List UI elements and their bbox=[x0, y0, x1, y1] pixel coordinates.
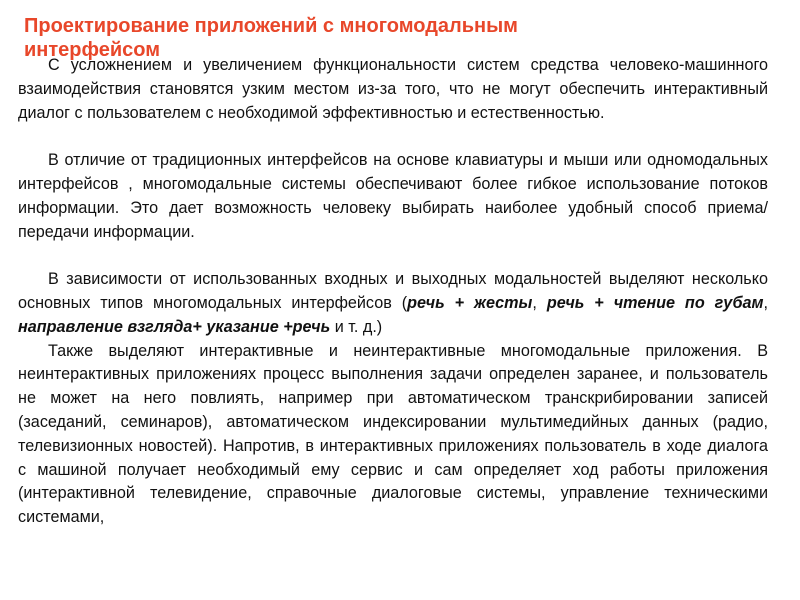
separator: , bbox=[763, 293, 768, 312]
separator: , bbox=[532, 293, 547, 312]
type-speech-lipreading: речь + чтение по губам bbox=[546, 293, 764, 312]
paragraph-spacer bbox=[18, 244, 768, 268]
slide-title: Проектирование приложений с многомодальным интерфейсом bbox=[24, 15, 518, 61]
paragraph-complexity: С усложнением и увеличением функциональности систем средства человеко-машинного взаимодействия становятся узким местом из-за того, что не могут обеспечить интерактивный диалог с пользователем с необходимой эффективностью и естественностью. bbox=[18, 56, 768, 122]
paragraph-multimodal-flexibility: В отличие от традиционных интерфейсов на основе клавиатуры и мыши или одномодальных интерфейсов , многомодальные системы обеспечивают более гибкое использование потоков информации. Это дает возможность человеку выбирать наиболее удобный способ приема/передачи информации. bbox=[18, 151, 768, 241]
interface-types-intro: В зависимости от использованных входных и выходных модальностей выделяют несколько основных типов многомодальных интерфейсов ( bbox=[18, 270, 768, 312]
type-speech-gestures: речь + жесты bbox=[407, 293, 533, 312]
type-gaze-pointing-speech: направление взгляда+ указание +речь bbox=[18, 317, 331, 336]
paragraph-interactive-apps: Также выделяют интерактивные и неинтерактивные многомодальные приложения. В неинтерактивных приложениях процесс выполнения задачи определен заранее, и пользователь не может на него повлиять, например при автоматическом транскрибировании записей (заседаний, семинаров), автоматическом индексировании мультимедийных данных (радио, телевизионных новостей). Напротив, в интерактивных приложениях пользователь в ходе диалога с машиной получает необходимый ему сервис и сам определяет ход работы приложения (интерактивной телевидение, справочные диалоговые системы, управление техническими системами, bbox=[18, 341, 768, 527]
paragraph-spacer bbox=[18, 125, 768, 149]
paragraph-interface-types bbox=[18, 268, 768, 339]
slide-body bbox=[18, 54, 768, 530]
interface-types-outro: и т. д.) bbox=[330, 317, 383, 336]
